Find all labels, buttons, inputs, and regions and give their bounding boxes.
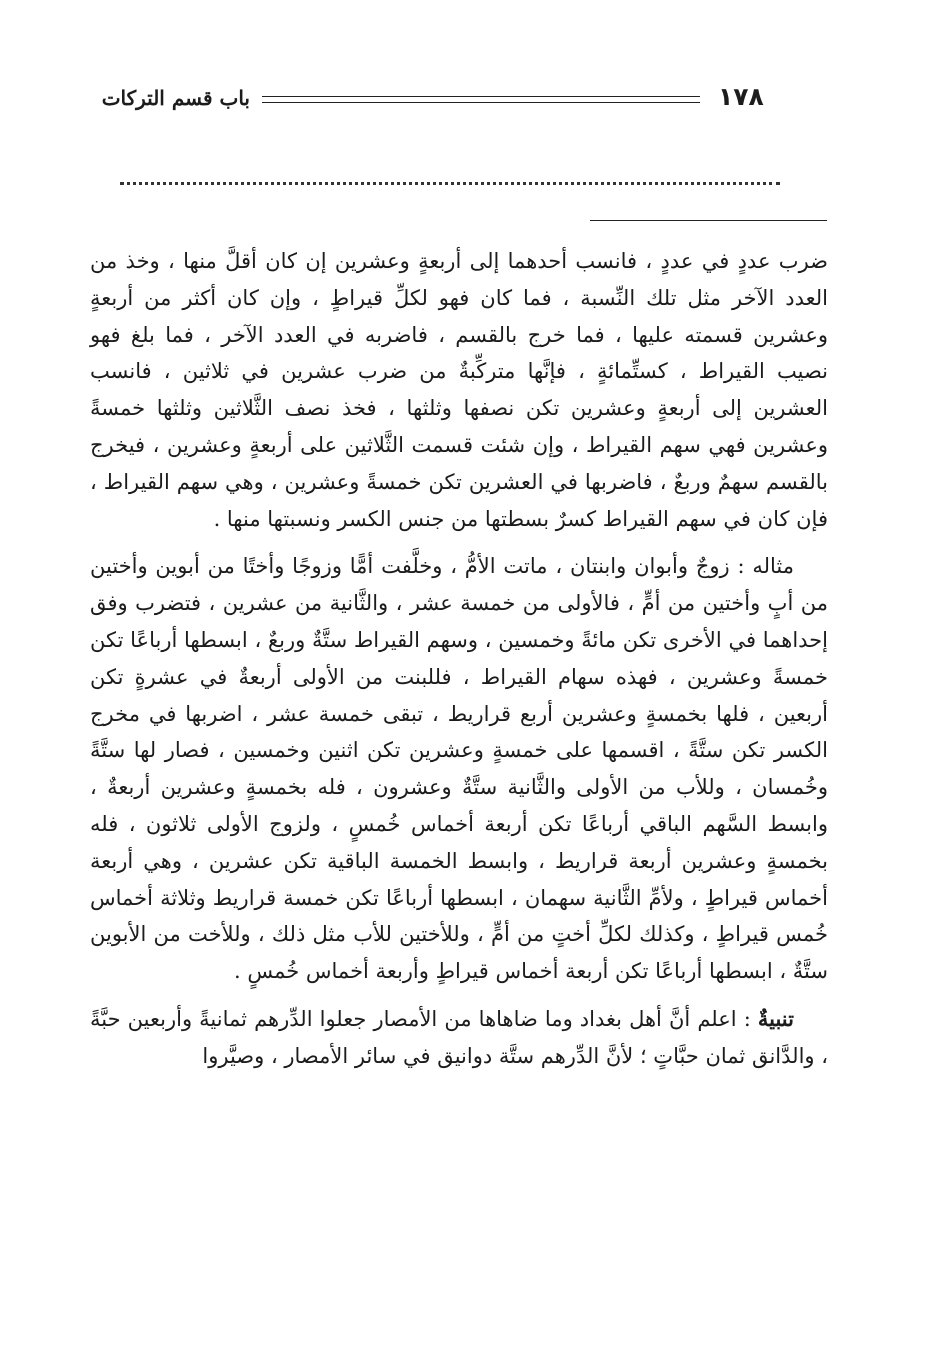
header-rule-top <box>262 96 700 97</box>
page-header <box>0 78 950 122</box>
page-number: ١٧٨ <box>718 82 764 111</box>
chapter-title: باب قسم التركات <box>101 86 250 110</box>
dotted-separator <box>120 182 780 185</box>
paragraph-2: مثاله : زوجٌ وأبوان وابنتان ، ماتت الأمُّ ، وخلَّفت أمًّا وزوجًا وأختًا من أبوين وأختين من أبٍ وأختين من أمٍّ ، فالأولى من خمسة عشر ، والثَّانية من عشرين ، فتضرب وفق إحداهما في الأخرى تكن مائةً وخمسين ، وسهم القيراط ستَّةٌ وربعٌ ، ابسطها أرباعًا تكن خمسةً وعشرين ، فهذه سهام القيراط ، فللبنت من الأولى أربعةٌ في عشرةٍ تكن أربعين ، فلها بخمسةٍ وعشرين أربع قراريط ، تبقى خمسة عشر ، اضربها في مخرج الكسر تكن ستَّةً ، اقسمها على خمسةٍ وعشرين تكن اثنين وخمسين ، فصار لها ستَّةً وخُمسان ، وللأب من الأولى والثَّانية ستَّةٌ وعشرون ، فله بخمسةٍ وعشرين أربعةٌ ، وابسط السَّهم الباقي أرباعًا تكن أربعة أخماس خُمسٍ ، ولزوج الأولى ثلاثون ، فله بخمسةٍ وعشرين أربعة قراريط ، وابسط الخمسة الباقية تكن عشرين ، وهي أربعة أخماس قيراطٍ ، ولأمِّ الثَّانية سهمان ، ابسطها أرباعًا تكن خمسة قراريط وثلاثة أخماس خُمس قيراطٍ ، وكذلك لكلِّ أختٍ من أمٍّ ، وللأختين للأب مثل ذلك ، وللأخت من الأبوين ستَّةٌ ، ابسطها أرباعًا تكن أربعة أخماس قيراطٍ وأربعة أخماس خُمسٍ . <box>90 554 829 984</box>
paragraph-3 <box>90 1001 828 1075</box>
paragraph-3-text: : اعلم أنَّ أهل بغداد وما ضاهاها من الأمصار جعلوا الدِّرهم ثمانيةً وأربعين حبَّةً ، والدَّانق ثمان حبَّاتٍ ؛ لأنَّ الدِّرهم ستَّة دوانيق في سائر الأمصار ، وصيَّروا <box>90 1006 828 1068</box>
header-rule-bottom <box>262 102 700 103</box>
body-text <box>90 243 828 1075</box>
section-rule <box>590 220 827 221</box>
note-label: تنبيةٌ <box>757 1005 794 1031</box>
paragraph-1: ضرب عددٍ في عددٍ ، فانسب أحدهما إلى أربعةٍ وعشرين إن كان أقلَّ منها ، وخذ من العدد الآخر مثل تلك النِّسبة ، فما كان فهو لكلِّ قيراطٍ ، وإن كان أكثر من أربعةٍ وعشرين قسمته عليها ، فما خرج بالقسم ، فاضربه في العدد الآخر ، فما بلغ فهو نصيب القيراط ، كستِّمائةٍ ، فإنَّها متركِّبةٌ من ضرب عشرين في ثلاثين ، فانسب العشرين إلى أربعةٍ وعشرين تكن نصفها وثلثها ، فخذ نصف الثَّلاثين وثلثها خمسةً وعشرين فهي سهم القيراط ، وإن شئت قسمت الثَّلاثين على أربعةٍ وعشرين ، فيخرج بالقسم سهمٌ وربعٌ ، فاضربها في العشرين تكن خمسةً وعشرين ، وهي سهم القيراط ، فإن كان في سهم القيراط كسرٌ بسطتها من جنس الكسر ونسبتها منها . <box>90 249 828 531</box>
